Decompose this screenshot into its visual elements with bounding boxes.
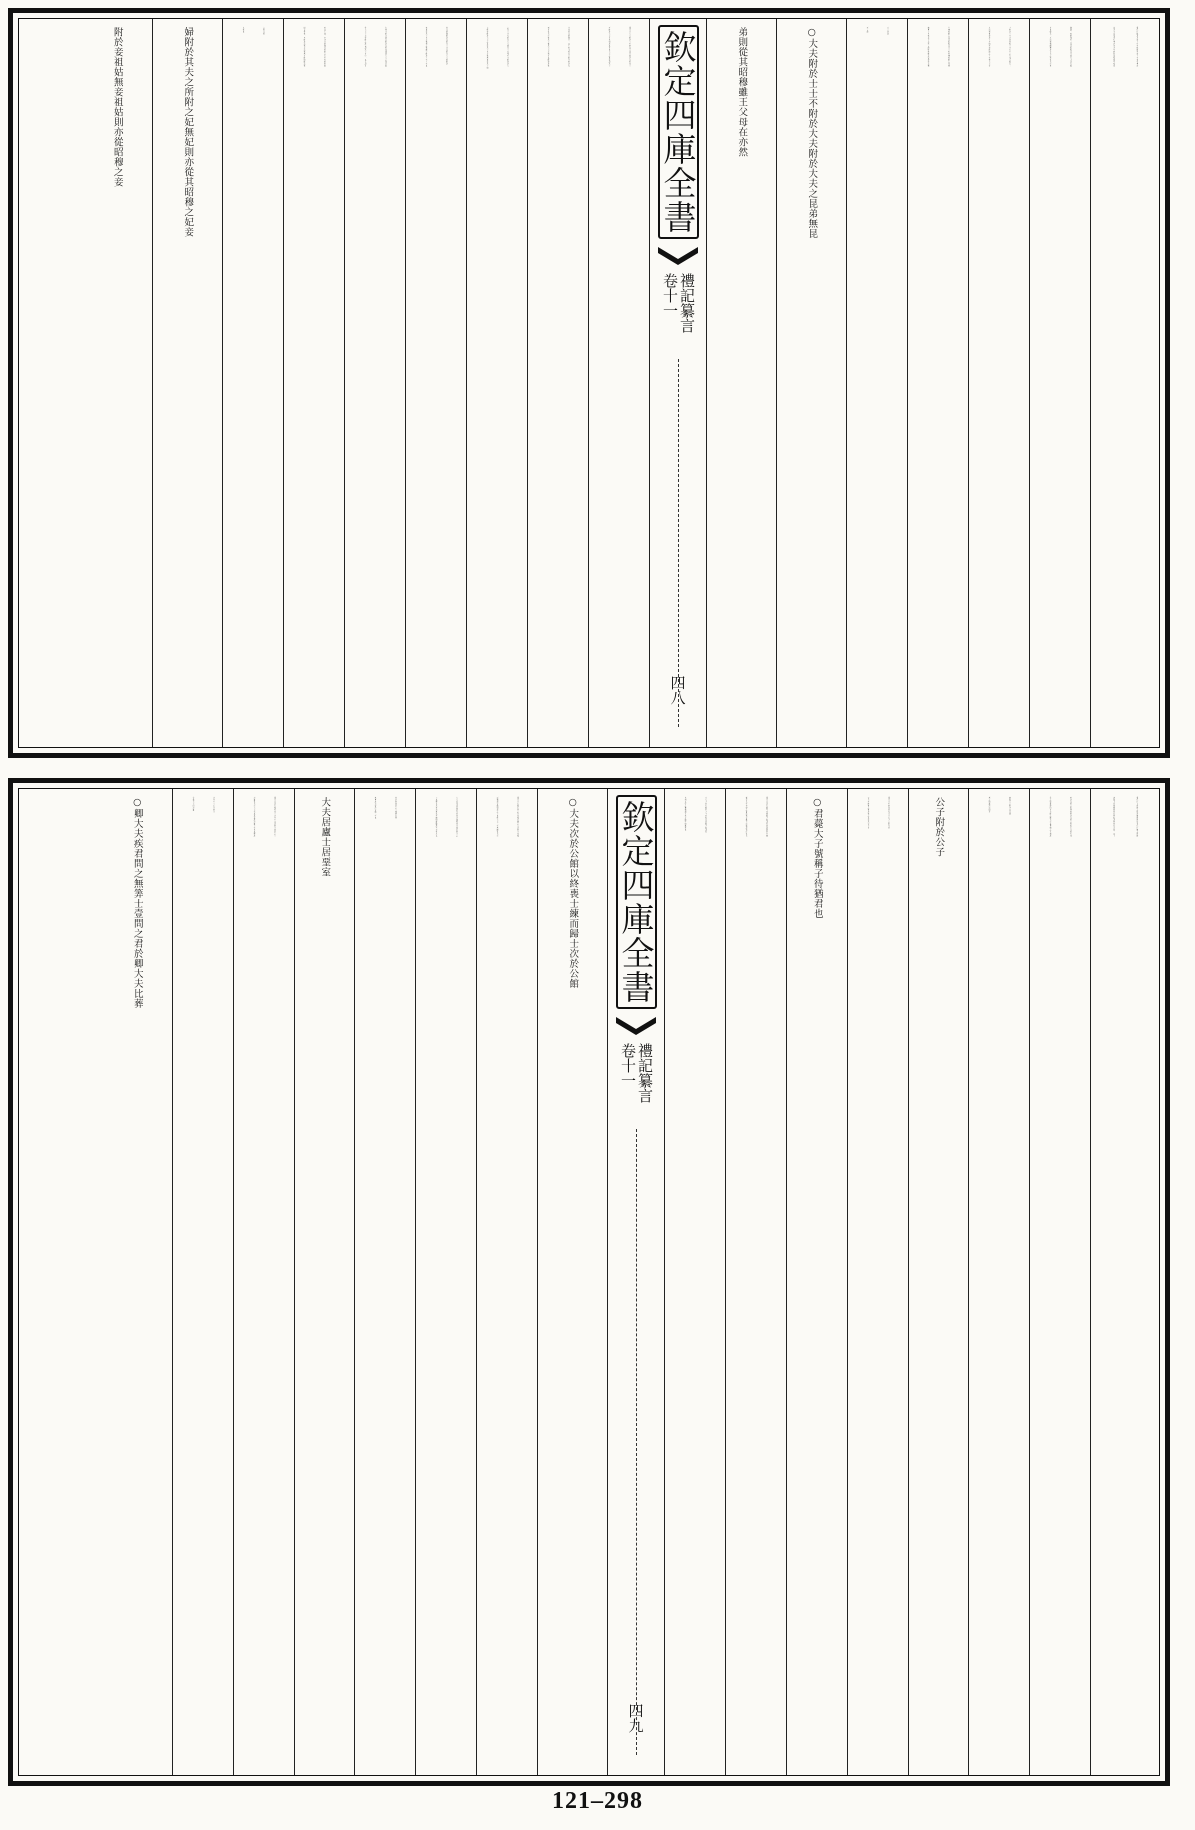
commentary-column xyxy=(1090,19,1159,747)
commentary-column xyxy=(344,19,405,747)
center-fold-line xyxy=(636,1129,637,1755)
commentary-column xyxy=(354,789,415,1775)
book-header-title: 欽定四庫全書 xyxy=(616,795,657,1009)
main-text-column xyxy=(537,789,607,1775)
commentary-column xyxy=(172,789,233,1775)
commentary-line: 歲事于皇祖某子是不言配特牲雖是常祭容是禫 xyxy=(927,27,929,67)
commentary-line: 月而死祔祭於王母則不祭所配之王父按大夫少 xyxy=(988,27,990,67)
commentary-column xyxy=(968,789,1029,1775)
commentary-line: 曰天子君存稱世子今君既薨故稱子與諸侯 xyxy=(705,797,706,833)
commentary-column xyxy=(415,789,476,1775)
commentary-line: 無之則越次而間升 xyxy=(988,797,990,813)
folio-number: 四九 xyxy=(626,1703,645,1733)
center-margin-column xyxy=(649,19,706,747)
commentary-line: 婦與妾之祔各以其類 xyxy=(1009,797,1010,815)
main-text-line: 附於妾祖姑無妾祖姑則亦從昭穆之妾 xyxy=(111,27,123,187)
main-text-line: ○大夫附於士士不附於大夫附於大夫之昆弟無昆 xyxy=(806,27,818,239)
folio-number: 四八 xyxy=(668,675,687,705)
main-text-column xyxy=(786,789,847,1775)
fish-tail-mark-icon xyxy=(656,245,700,267)
commentary-line: 鄭氏曰夫所附之妃於婦則祖姑孔氏曰婦之所附 xyxy=(1136,797,1138,837)
main-text-column xyxy=(82,19,152,747)
commentary-line: 間去曾祖一世附於高祖若高祖無可附則附高祖 xyxy=(303,27,305,67)
commentary-line: 子祔於王父并祭所配王母在室之女及已嫁未三 xyxy=(1009,27,1010,67)
commentary-column xyxy=(664,789,725,1775)
book-name: 禮記纂言 xyxy=(636,1043,654,1103)
volume-number: 卷十一 xyxy=(661,273,679,318)
commentary-line: 祖昆弟為士者若孫死之後應合附於王父王父見 xyxy=(425,27,427,67)
commentary-line: 者也嫁未三月而死猶歸葬於女氏之黨孔氏曰男 xyxy=(1049,27,1051,67)
upper-page-columns xyxy=(18,18,1160,748)
commentary-line: 居廬孔氏曰大夫位尊恩重故居廬士位卑恩輕故 xyxy=(253,797,255,837)
commentary-column xyxy=(1090,789,1159,1775)
center-margin-column xyxy=(607,789,664,1775)
commentary-line: 所治邑朝廷之士雖輕而無 xyxy=(395,797,396,819)
commentary-column xyxy=(222,19,283,747)
volume-number: 卷十一 xyxy=(619,1043,637,1088)
commentary-line: 鄭氏曰謂未練時也士居堊室亦謂邑宰朝廷之士 xyxy=(274,797,275,837)
commentary-line: 弟之妃班爵同者亦附之應氏曰重昏姻之正耦故 xyxy=(1049,797,1051,837)
commentary-line: 夫唯得附於大夫之兄弟為士者若祖無昆弟為士則 xyxy=(486,27,488,69)
main-text-line: ○大夫次於公館以終喪士練而歸士次於公館 xyxy=(567,797,579,989)
main-text-line: 弟則從其昭穆雖王父母在亦然 xyxy=(736,27,748,157)
commentary-line: 而猶處公館朝廷之士也唯大夫三年無歸孔氏曰 xyxy=(496,797,498,837)
commentary-line: 鄭氏曰公館公宮之舍也練而歸之士謂邑宰也練 xyxy=(517,797,518,837)
commentary-column xyxy=(588,19,649,747)
commentary-line: 大夫恩深祿重故為君喪居廬終喪乃還家邑宰之 xyxy=(456,797,457,837)
commentary-line: 不附於大夫自卑别於尊者也大夫之昆弟謂為士 xyxy=(608,27,610,67)
commentary-line: 在無可附亦如是附於高祖也鄭恐大夫之昆弟俱 xyxy=(385,27,386,67)
commentary-line: 月吉祭故 xyxy=(887,27,888,35)
commentary-line: 饌如一祝辭異不言以某妃配某氏爾女子謂未嫁 xyxy=(1070,27,1071,67)
commentary-column xyxy=(907,19,968,747)
commentary-line: 祖以上間一世各當昭穆而祖附之若不得附祖則 xyxy=(324,27,325,67)
commentary-line: 僖公九年癸卯之會宋襄公稱子而與諸侯序孔氏 xyxy=(745,797,747,837)
commentary-line: 之祖是祖 xyxy=(263,27,264,35)
main-text-column xyxy=(152,19,222,747)
book-header-title: 欽定四庫全書 xyxy=(658,25,699,239)
commentary-line: 者也從其昭穆中一以上祖又祖而已附者祔於先 xyxy=(568,27,569,67)
commentary-line: 從其昭穆附於高祖為士者高祖為大夫則附於 xyxy=(446,27,447,65)
commentary-line: 鄭氏曰大夫附於士不敢以己尊自殊於其祖也士 xyxy=(629,27,630,67)
commentary-line: 並列其待之禮猶如正君若踰年則稱君也 xyxy=(684,797,686,831)
commentary-column xyxy=(405,19,466,747)
lower-page-columns xyxy=(18,788,1160,1776)
commentary-line: 鄭氏曰謂未踰年也雖稱子與諸侯朝會如君矣魯 xyxy=(766,797,767,837)
commentary-line: 邑事故亦留次公館三年也 xyxy=(374,797,376,819)
commentary-column xyxy=(846,19,907,747)
commentary-line: 義與夫同孫婦附祖姑無妃謂無祖姑亦間一以上 xyxy=(1113,797,1115,837)
commentary-line: 死者孔氏曰祖為士孫為大夫若死可以附祭於祖 xyxy=(547,27,549,67)
main-text-line: 婦附於其夫之所附之妃無妃則亦從其昭穆之妃妾 xyxy=(182,27,194,237)
commentary-column xyxy=(527,19,588,747)
commentary-line: 尊者可以及卑有事於卑者不敢援尊配與不配祭 xyxy=(1113,27,1115,67)
commentary-column xyxy=(1029,19,1090,747)
main-text-column xyxy=(776,19,846,747)
commentary-column xyxy=(1029,789,1090,1775)
main-text-line: 公子附於公子 xyxy=(933,797,945,857)
commentary-line: 祔於高祖之妃無則祔於高祖之祖妃若其祖有昆 xyxy=(1070,797,1071,837)
book-meta xyxy=(662,273,694,333)
page-number: 121–298 xyxy=(552,1788,643,1814)
commentary-line: 之為士者先祖為大夫孫為士而死不可附祭於大 xyxy=(507,27,508,67)
center-fold-line xyxy=(678,359,679,727)
commentary-column xyxy=(233,789,294,1775)
commentary-line: 牢禮祝辭云以某妃配某氏士特牲禮祝辭云用薦 xyxy=(948,27,949,67)
main-text-column xyxy=(706,19,776,747)
commentary-line: 又祖也 xyxy=(242,27,244,33)
commentary-line: 士恩輕又為君治邑久不歸卽廢職故至小祥反其 xyxy=(435,797,437,837)
commentary-column xyxy=(283,19,344,747)
commentary-column xyxy=(466,19,527,747)
commentary-line: 鄭氏曰不敢戚君孔氏曰公子之祖為君 xyxy=(888,797,889,829)
commentary-column xyxy=(968,19,1029,747)
fish-tail-mark-icon xyxy=(614,1015,658,1037)
commentary-line: 作大夫士亦得附之故云謂為士者中一以上謂自 xyxy=(364,27,366,67)
upper-page xyxy=(8,8,1170,758)
commentary-line: 不言配 xyxy=(866,27,868,33)
main-text-column xyxy=(102,789,172,1775)
main-text-line: ○君薨大子號稱子待猶君也 xyxy=(811,797,823,919)
commentary-column xyxy=(847,789,908,1775)
main-text-column xyxy=(908,789,968,1775)
commentary-column xyxy=(476,789,537,1775)
commentary-line: 公子不敢祔之祔於祖之兄弟為公子者 xyxy=(867,797,869,829)
main-text-column xyxy=(294,789,354,1775)
book-name: 禮記纂言 xyxy=(678,273,696,333)
commentary-line: 鄭氏曰配謂并祭王母不配則不祭王父也有事於 xyxy=(1136,27,1138,67)
commentary-column xyxy=(725,789,786,1775)
lower-page xyxy=(8,778,1170,1786)
main-text-line: ○卿大夫疾君問之無筭士壹問之君於卿大夫比葬 xyxy=(131,797,143,1009)
commentary-line: 當與大夫同居廬 xyxy=(192,797,194,811)
commentary-line: 居堊室士若非邑宰 xyxy=(213,797,214,813)
main-text-line: 大夫居廬士居堊室 xyxy=(319,797,331,877)
book-meta xyxy=(620,1043,652,1103)
